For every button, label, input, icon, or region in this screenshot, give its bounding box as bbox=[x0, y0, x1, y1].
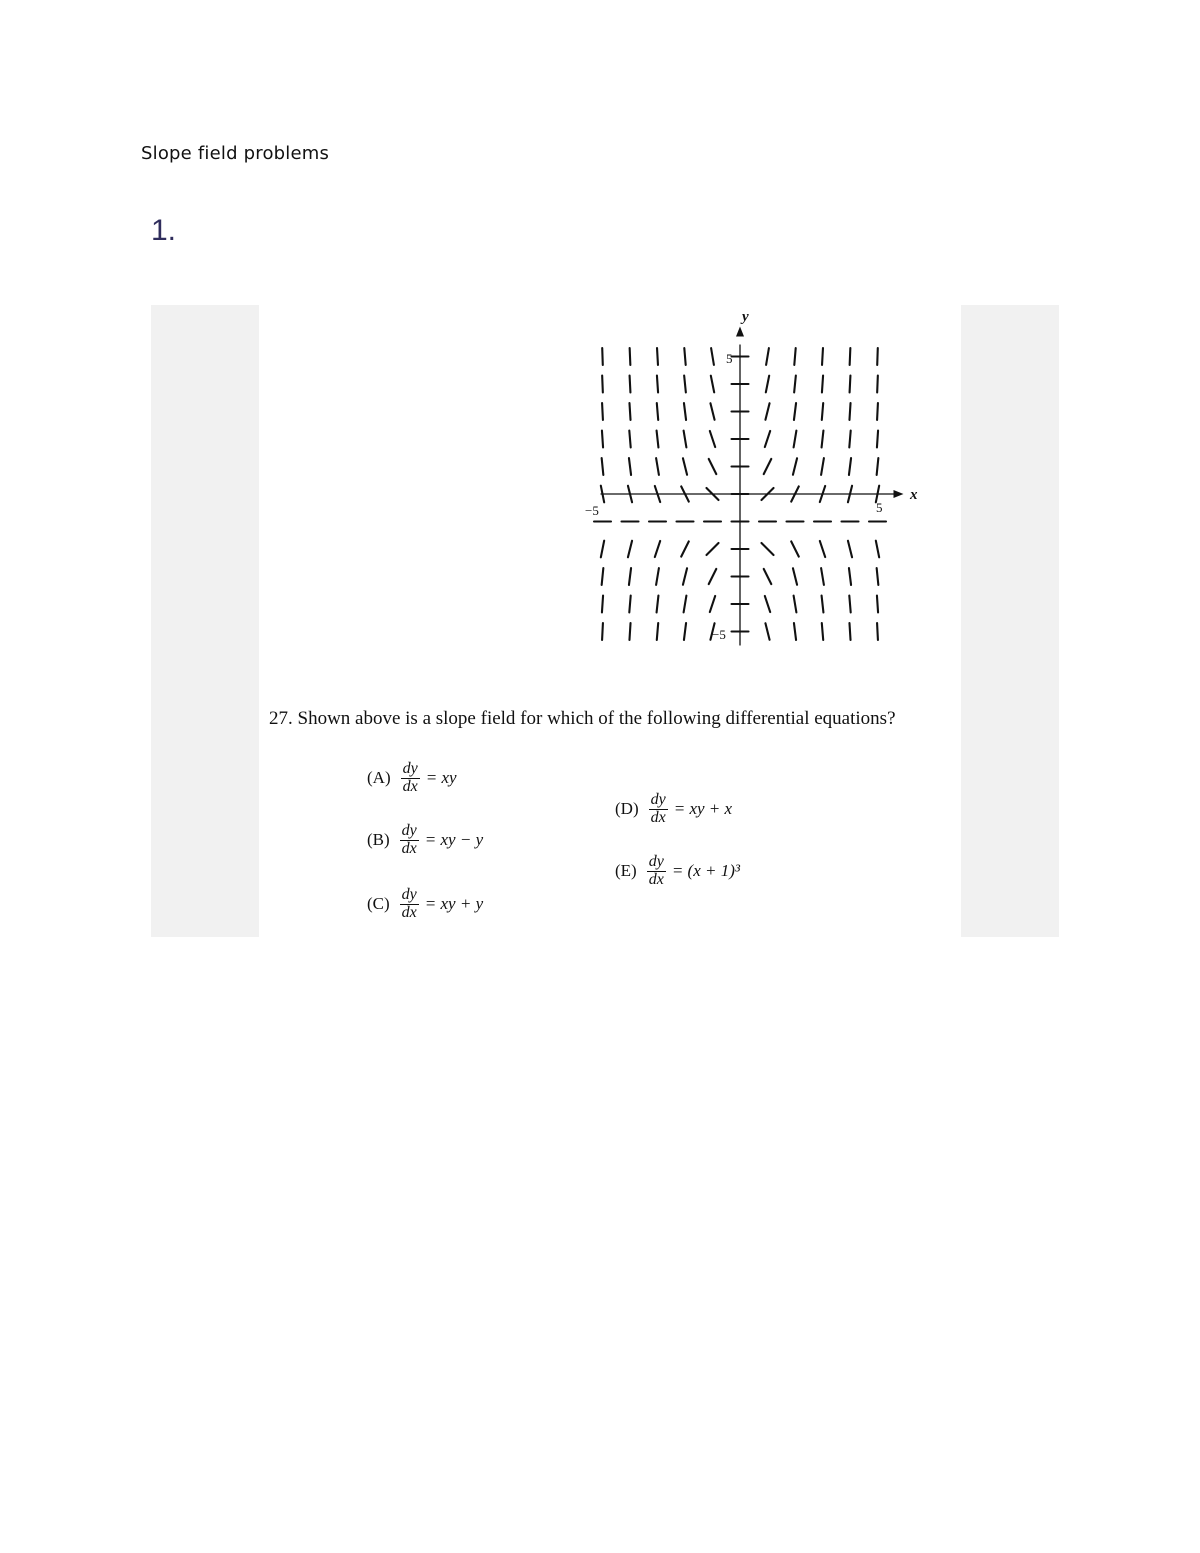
slope-segment bbox=[794, 403, 796, 420]
problem-figure bbox=[151, 305, 1059, 937]
slope-segment bbox=[657, 403, 658, 420]
slope-segment bbox=[764, 459, 772, 474]
slope-segment bbox=[822, 431, 824, 448]
choice-a bbox=[367, 761, 457, 796]
slope-segment bbox=[850, 376, 851, 393]
slope-segment bbox=[877, 596, 878, 613]
slope-segment bbox=[628, 541, 632, 557]
fraction-numerator: dy bbox=[650, 791, 666, 808]
choice-letter: (E) bbox=[615, 861, 637, 881]
slope-segment bbox=[602, 568, 604, 585]
derivative-fraction bbox=[400, 887, 419, 922]
slope-segment bbox=[822, 596, 824, 613]
fraction-denominator: dx bbox=[401, 903, 417, 921]
slope-segment bbox=[793, 568, 797, 584]
y-tick-bottom: −5 bbox=[712, 627, 726, 642]
slope-segment bbox=[766, 348, 769, 365]
slope-segment bbox=[849, 431, 850, 448]
slope-segment bbox=[766, 376, 769, 393]
slope-segment bbox=[683, 568, 687, 584]
slope-segment bbox=[657, 596, 659, 613]
choice-d bbox=[615, 792, 732, 827]
slope-segment bbox=[877, 403, 878, 420]
choice-b bbox=[367, 823, 483, 858]
slope-segment bbox=[849, 623, 850, 640]
slope-segment bbox=[822, 376, 823, 393]
x-tick-left: −5 bbox=[585, 503, 599, 518]
slope-segment bbox=[822, 623, 823, 640]
slope-segment bbox=[684, 623, 686, 640]
choice-letter: (D) bbox=[615, 799, 639, 819]
slope-segment bbox=[794, 348, 795, 365]
slope-segment bbox=[602, 458, 604, 475]
fraction-numerator: dy bbox=[648, 853, 664, 870]
slope-segment bbox=[794, 596, 797, 613]
slope-segment bbox=[849, 403, 850, 420]
slope-segment bbox=[849, 596, 850, 613]
slope-segment bbox=[684, 376, 686, 393]
fraction-numerator: dy bbox=[401, 886, 417, 903]
derivative-fraction bbox=[401, 761, 420, 796]
slope-segment bbox=[794, 431, 797, 448]
slope-segment bbox=[629, 596, 630, 613]
choice-e bbox=[615, 854, 740, 889]
slope-segment bbox=[822, 348, 823, 365]
slope-segment bbox=[877, 431, 878, 448]
slope-segment bbox=[629, 431, 630, 448]
fraction-denominator: dx bbox=[402, 777, 418, 795]
choice-expression: = (x + 1)³ bbox=[671, 861, 740, 881]
slope-segment bbox=[761, 543, 773, 555]
slope-segment bbox=[765, 431, 770, 447]
slope-segment bbox=[629, 458, 631, 475]
choice-c bbox=[367, 887, 483, 922]
slope-segment bbox=[765, 596, 770, 612]
slope-segment bbox=[629, 403, 630, 420]
slope-segment bbox=[657, 376, 658, 393]
slope-segment bbox=[629, 623, 630, 640]
slope-segment bbox=[684, 596, 687, 613]
slope-segment bbox=[630, 376, 631, 393]
fraction-denominator: dx bbox=[650, 808, 666, 826]
y-axis-label: y bbox=[742, 309, 749, 325]
slope-segment bbox=[877, 623, 878, 640]
slope-segment bbox=[710, 403, 714, 419]
choice-expression: = xy + x bbox=[673, 799, 733, 819]
x-axis-arrow bbox=[894, 490, 904, 498]
slope-segment bbox=[877, 458, 879, 475]
slope-segment bbox=[877, 376, 878, 393]
slope-segment bbox=[706, 543, 718, 555]
slope-segment bbox=[657, 623, 658, 640]
slope-segment bbox=[794, 623, 796, 640]
choice-letter: (A) bbox=[367, 768, 391, 788]
slope-segment bbox=[791, 541, 799, 556]
slope-segment bbox=[765, 623, 769, 639]
figure-page bbox=[259, 305, 961, 937]
slope-segment bbox=[602, 431, 603, 448]
x-axis-label: x bbox=[910, 487, 918, 503]
slope-segment bbox=[877, 568, 879, 585]
choice-expression: = xy + y bbox=[424, 894, 484, 914]
question-text: 27. Shown above is a slope field for which of the following differential equations? bbox=[269, 708, 896, 729]
slope-segment bbox=[684, 431, 687, 448]
slope-segment bbox=[681, 541, 689, 556]
slope-segment bbox=[710, 431, 715, 447]
slope-segment bbox=[794, 376, 796, 393]
slope-segment bbox=[793, 458, 797, 474]
slope-segment bbox=[711, 348, 714, 365]
slope-segment bbox=[709, 569, 717, 584]
slope-segment bbox=[602, 596, 603, 613]
derivative-fraction bbox=[400, 823, 419, 858]
slope-segment bbox=[876, 541, 879, 558]
choice-letter: (C) bbox=[367, 894, 390, 914]
problem-number: 1. bbox=[151, 214, 177, 247]
fraction-numerator: dy bbox=[401, 822, 417, 839]
slope-field-graph bbox=[259, 305, 961, 685]
fraction-denominator: dx bbox=[401, 839, 417, 857]
slope-segment bbox=[822, 403, 823, 420]
choice-letter: (B) bbox=[367, 830, 390, 850]
slope-segment bbox=[629, 568, 631, 585]
slope-segment bbox=[848, 541, 852, 557]
slope-segment bbox=[684, 348, 685, 365]
document-title: Slope field problems bbox=[141, 143, 330, 164]
slope-segment bbox=[602, 403, 603, 420]
slope-segment bbox=[684, 403, 686, 420]
fraction-denominator: dx bbox=[648, 870, 664, 888]
choice-expression: = xy − y bbox=[424, 830, 484, 850]
slope-segment bbox=[821, 458, 824, 475]
slope-segment bbox=[602, 348, 603, 365]
slope-segment bbox=[765, 403, 769, 419]
choice-expression: = xy bbox=[425, 768, 457, 788]
y-axis-arrow bbox=[736, 327, 744, 337]
slope-segment bbox=[849, 458, 851, 475]
slope-segment bbox=[710, 596, 715, 612]
slope-segment bbox=[711, 376, 714, 393]
slope-segment bbox=[657, 348, 658, 365]
slope-segment bbox=[657, 431, 659, 448]
fraction-numerator: dy bbox=[402, 760, 418, 777]
slope-segment bbox=[601, 541, 604, 558]
slope-segment bbox=[820, 541, 825, 557]
derivative-fraction bbox=[649, 792, 668, 827]
x-tick-right: 5 bbox=[876, 500, 883, 515]
slope-segment bbox=[656, 458, 659, 475]
slope-segment bbox=[764, 569, 772, 584]
derivative-fraction bbox=[647, 854, 666, 889]
slope-segment bbox=[602, 623, 603, 640]
slope-segment bbox=[656, 568, 659, 585]
slope-segment bbox=[877, 348, 878, 365]
y-tick-top: 5 bbox=[726, 351, 733, 366]
slope-segment bbox=[849, 568, 851, 585]
slope-segment bbox=[821, 568, 824, 585]
slope-segment bbox=[850, 348, 851, 365]
slope-segment bbox=[655, 541, 660, 557]
slope-segment bbox=[602, 376, 603, 393]
slope-segment bbox=[683, 458, 687, 474]
slope-segment bbox=[630, 348, 631, 365]
slope-segment bbox=[709, 459, 717, 474]
